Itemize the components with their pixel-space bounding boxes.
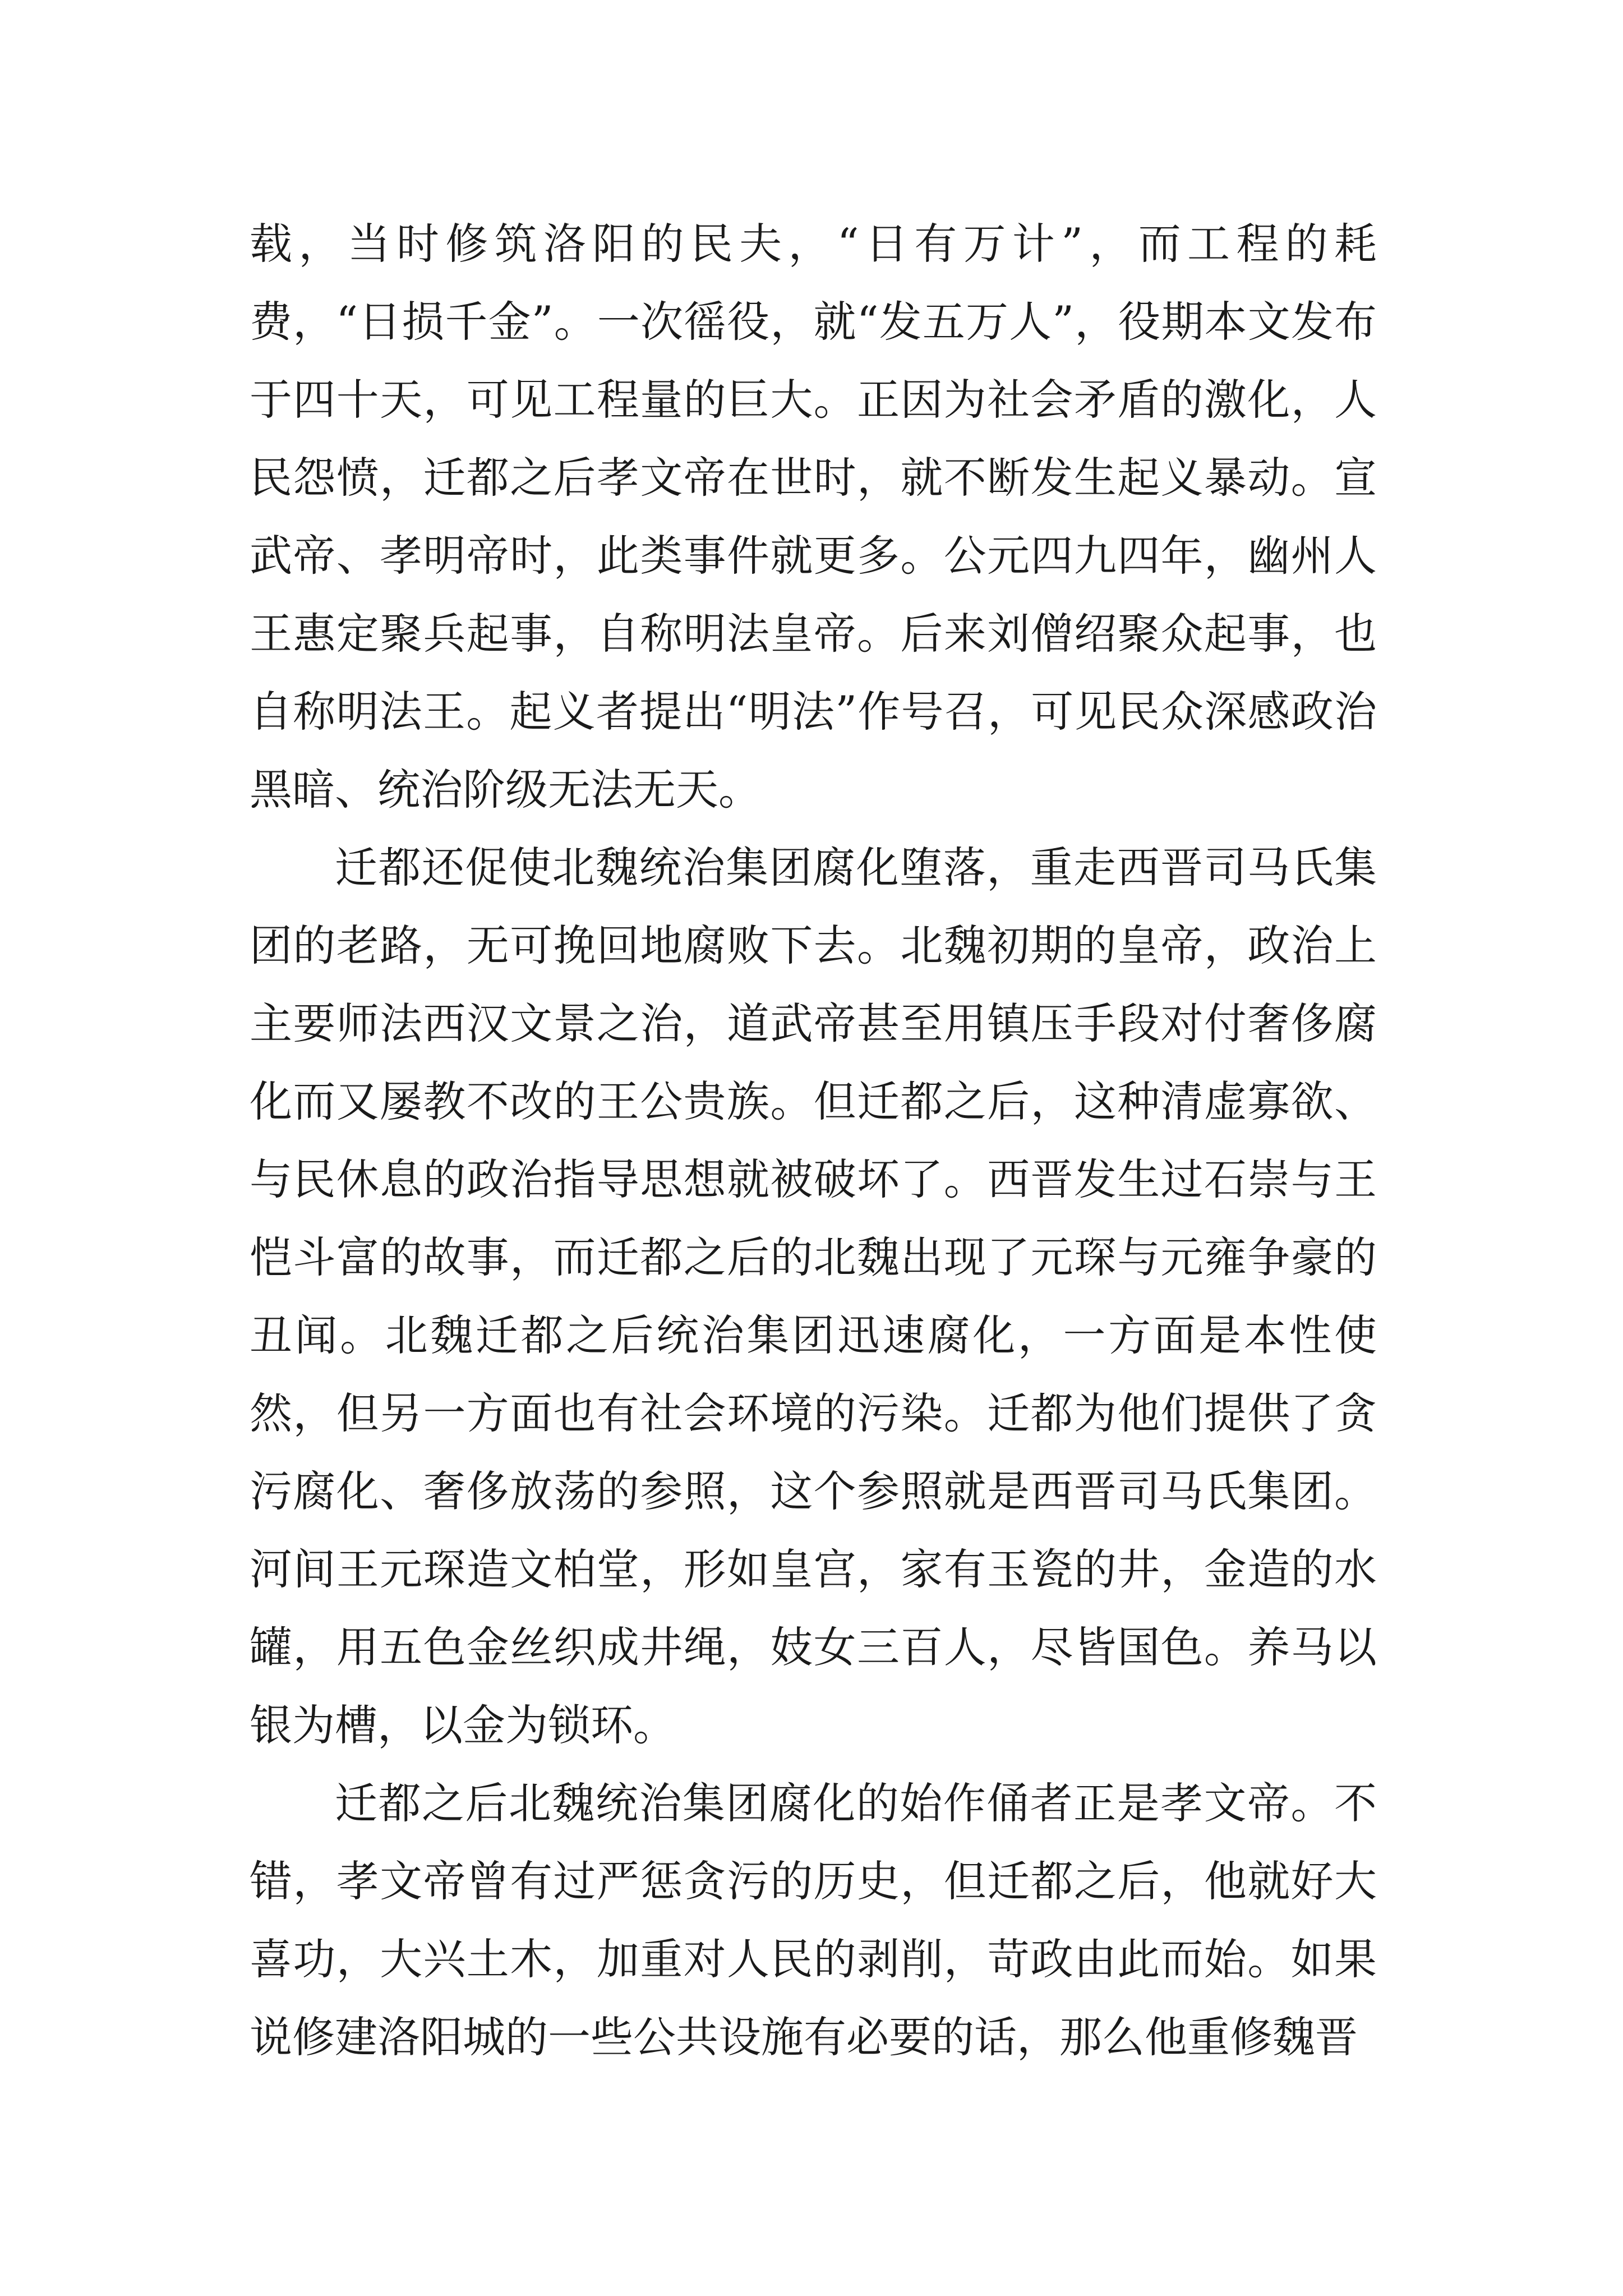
paragraph-3: 迁都之后北魏统治集团腐化的始作俑者正是孝文帝。不错，孝文帝曾有过严惩贪污的历史，但迁都之后，他就好大喜功，大兴土木，加重对人民的剥削，苛政由此而始。如果说修建洛阳城的一些公共设施有必要的话，那么他重修魏晋 [250,1778,1377,2062]
body-text [250,205,1377,2076]
paragraph-1: 载，当时修筑洛阳的民夫，“日有万计”，而工程的耗费，“日损千金”。一次徭役，就“发五万人”，役期本文发布于四十天，可见工程量的巨大。正因为社会矛盾的激化，人民怨愤，迁都之后孝文帝在世时，就不断发生起义暴动。宣武帝、孝明帝时，此类事件就更多。公元四九四年，幽州人王惠定聚兵起事，自称明法皇帝。后来刘僧绍聚众起事，也自称明法王。起义者提出“明法”作号召，可见民众深感政治黑暗、统治阶级无法无天。 [250,219,1377,815]
paragraph-2: 迁都还促使北魏统治集团腐化堕落，重走西晋司马氏集团的老路，无可挽回地腐败下去。北魏初期的皇帝，政治上主要师法西汉文景之治，道武帝甚至用镇压手段对付奢侈腐化而又屡教不改的王公贵族。但迁都之后，这种清虚寡欲、与民休息的政治指导思想就被破坏了。西晋发生过石崇与王恺斗富的故事，而迁都之后的北魏出现了元琛与元雍争豪的丑闻。北魏迁都之后统治集团迅速腐化，一方面是本性使然，但另一方面也有社会环境的污染。迁都为他们提供了贪污腐化、奢侈放荡的参照，这个参照就是西晋司马氏集团。河间王元琛造文柏堂，形如皇宫，家有玉瓷的井，金造的水罐，用五色金丝织成井绳，妓女三百人，尽皆国色。养马以银为槽，以金为锁环。 [250,843,1377,1750]
